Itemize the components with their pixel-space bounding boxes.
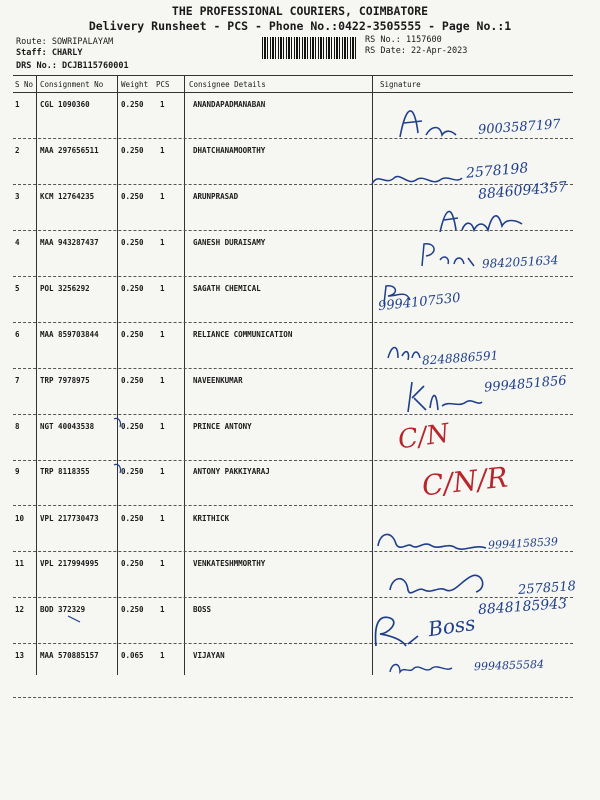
row-pcs: 1 bbox=[160, 284, 165, 293]
row-weight: 0.250 bbox=[121, 467, 144, 476]
column-header-consignee: Consignee Details bbox=[189, 80, 266, 89]
column-divider bbox=[184, 75, 185, 675]
handwritten-signature bbox=[402, 376, 484, 416]
row-consignee: KRITHICK bbox=[193, 514, 230, 523]
row-pcs: 1 bbox=[160, 651, 165, 660]
row-sno: 10 bbox=[15, 514, 25, 523]
rs-number: RS No.: 1157600 bbox=[365, 35, 442, 45]
handwritten-phone: 2578518 bbox=[517, 578, 577, 599]
row-separator bbox=[13, 414, 573, 415]
row-sno: 5 bbox=[15, 284, 20, 293]
handwritten-phone: 8248886591 bbox=[421, 348, 499, 368]
row-pcs: 1 bbox=[160, 146, 165, 155]
handwritten-phone: 9994158539 bbox=[487, 535, 559, 552]
handwritten-signature bbox=[418, 240, 478, 270]
column-header-signature: Signature bbox=[380, 80, 421, 89]
row-pcs: 1 bbox=[160, 376, 165, 385]
row-consignment: KCM 12764235 bbox=[40, 192, 95, 201]
row-consignment: TRP 8118355 bbox=[40, 467, 90, 476]
handwritten-signature bbox=[384, 338, 424, 364]
row-weight: 0.250 bbox=[121, 422, 144, 431]
staff-label: Staff: CHARLY bbox=[16, 48, 83, 58]
row-consignee: ARUNPRASAD bbox=[193, 192, 239, 201]
barcode bbox=[262, 37, 358, 59]
row-sno: 6 bbox=[15, 330, 20, 339]
row-separator bbox=[13, 460, 573, 461]
row-consignment: MAA 943287437 bbox=[40, 238, 99, 247]
row-pcs: 1 bbox=[160, 422, 165, 431]
row-pcs: 1 bbox=[160, 100, 165, 109]
row-consignee: RELIANCE COMMUNICATION bbox=[193, 330, 293, 339]
row-consignee: SAGATH CHEMICAL bbox=[193, 284, 261, 293]
column-divider bbox=[36, 75, 37, 675]
row-consignment: MAA 859703844 bbox=[40, 330, 99, 339]
handwritten-signature-name: Boss bbox=[426, 610, 477, 642]
row-weight: 0.250 bbox=[121, 330, 144, 339]
row-weight: 0.250 bbox=[121, 100, 144, 109]
row-separator bbox=[13, 643, 573, 644]
handwritten-cn-mark: C/N/R bbox=[420, 460, 510, 503]
column-header-consignment: Consignment No bbox=[40, 80, 104, 89]
handwritten-phone: 9842051634 bbox=[481, 253, 559, 271]
row-pcs: 1 bbox=[160, 559, 165, 568]
row-sno: 7 bbox=[15, 376, 20, 385]
handwritten-signature bbox=[368, 610, 424, 650]
row-weight: 0.250 bbox=[121, 605, 144, 614]
document-title: THE PROFESSIONAL COURIERS, COIMBATORE bbox=[171, 4, 429, 18]
row-sno: 1 bbox=[15, 100, 20, 109]
row-consignment: VPL 217730473 bbox=[40, 514, 99, 523]
row-separator bbox=[13, 276, 573, 277]
row-consignment: POL 3256292 bbox=[40, 284, 90, 293]
row-weight: 0.250 bbox=[121, 146, 144, 155]
row-sno: 12 bbox=[15, 605, 25, 614]
column-divider bbox=[117, 75, 118, 675]
header-bottom-line bbox=[13, 92, 573, 93]
row-weight: 0.250 bbox=[121, 559, 144, 568]
row-consignment: TRP 7978975 bbox=[40, 376, 90, 385]
column-header-pcs: PCS bbox=[156, 80, 170, 89]
row-pcs: 1 bbox=[160, 238, 165, 247]
row-weight: 0.065 bbox=[121, 651, 144, 660]
row-consignment: BOD 372329 bbox=[40, 605, 86, 614]
row-separator bbox=[13, 368, 573, 369]
handwritten-phone: 2578198 bbox=[465, 160, 529, 182]
row-sno: 3 bbox=[15, 192, 20, 201]
pen-tick-mark bbox=[66, 612, 86, 628]
column-header-sno: S No bbox=[15, 80, 34, 89]
handwritten-phone: 9994855584 bbox=[473, 657, 545, 674]
row-consignee: ANTONY PAKKIYARAJ bbox=[193, 467, 270, 476]
row-pcs: 1 bbox=[160, 467, 165, 476]
handwritten-signature bbox=[436, 200, 526, 236]
row-pcs: 1 bbox=[160, 192, 165, 201]
row-separator bbox=[13, 322, 573, 323]
row-separator bbox=[13, 505, 573, 506]
row-consignee: DHATCHANAMOORTHY bbox=[193, 146, 266, 155]
row-pcs: 1 bbox=[160, 605, 165, 614]
row-separator bbox=[13, 697, 573, 698]
table-top-line bbox=[13, 75, 573, 76]
handwritten-phone: 8848185943 bbox=[477, 595, 568, 619]
row-pcs: 1 bbox=[160, 330, 165, 339]
row-weight: 0.250 bbox=[121, 238, 144, 247]
row-pcs: 1 bbox=[160, 514, 165, 523]
row-weight: 0.250 bbox=[121, 284, 144, 293]
handwritten-signature bbox=[392, 95, 472, 145]
row-sno: 2 bbox=[15, 146, 20, 155]
pen-tick-mark bbox=[112, 460, 128, 476]
row-weight: 0.250 bbox=[121, 514, 144, 523]
handwritten-signature bbox=[386, 656, 466, 680]
row-consignment: NGT 40043538 bbox=[40, 422, 95, 431]
handwritten-phone: 9994851856 bbox=[483, 373, 568, 396]
pen-tick-mark bbox=[112, 415, 128, 431]
row-consignee: VENKATESHMMORTHY bbox=[193, 559, 266, 568]
row-sno: 4 bbox=[15, 238, 20, 247]
row-weight: 0.250 bbox=[121, 192, 144, 201]
route-label: Route: SOWRIPALAYAM bbox=[16, 37, 114, 47]
row-sno: 9 bbox=[15, 467, 20, 476]
column-header-weight: Weight bbox=[121, 80, 149, 89]
row-consignee: GANESH DURAISAMY bbox=[193, 238, 266, 247]
handwritten-phone: 9003587197 bbox=[477, 117, 562, 138]
row-consignment: MAA 570885157 bbox=[40, 651, 99, 660]
document-subtitle: Delivery Runsheet - PCS - Phone No.:0422-3505555 - Page No.:1 bbox=[88, 19, 512, 33]
handwritten-phone: 8846094357 bbox=[477, 179, 568, 203]
row-consignee: BOSS bbox=[193, 605, 212, 614]
row-consignee: ANANDAPADMANABAN bbox=[193, 100, 266, 109]
row-consignment: MAA 297656511 bbox=[40, 146, 99, 155]
row-consignee: VIJAYAN bbox=[193, 651, 225, 660]
row-sno: 13 bbox=[15, 651, 25, 660]
rs-date: RS Date: 22-Apr-2023 bbox=[365, 46, 468, 56]
handwritten-signature bbox=[368, 164, 466, 194]
row-sno: 8 bbox=[15, 422, 20, 431]
row-consignment: VPL 217994995 bbox=[40, 559, 99, 568]
handwritten-signature bbox=[374, 522, 490, 558]
row-consignment: CGL 1090360 bbox=[40, 100, 90, 109]
row-consignee: NAVEENKUMAR bbox=[193, 376, 243, 385]
row-consignee: PRINCE ANTONY bbox=[193, 422, 252, 431]
row-sno: 11 bbox=[15, 559, 25, 568]
drs-number: DRS No.: DCJB115760001 bbox=[16, 61, 129, 71]
handwritten-cn-mark: C/N bbox=[396, 418, 452, 456]
handwritten-phone: 9994107530 bbox=[377, 290, 462, 315]
row-separator bbox=[13, 138, 573, 139]
handwritten-signature bbox=[386, 566, 490, 602]
row-weight: 0.250 bbox=[121, 376, 144, 385]
